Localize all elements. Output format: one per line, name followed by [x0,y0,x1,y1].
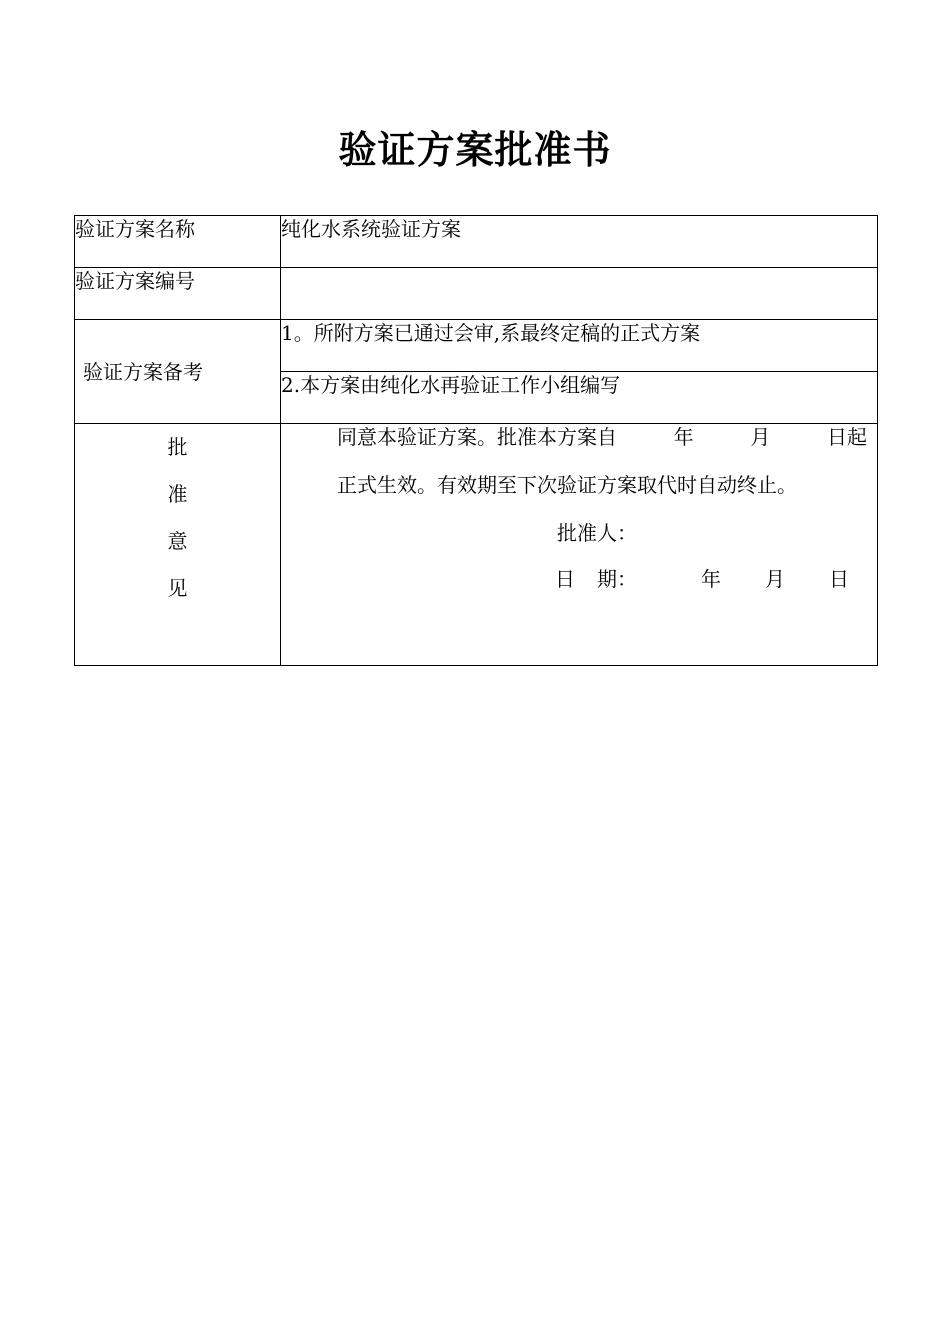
approval-form-table [74,215,878,666]
approval-label-char: 批 [167,435,188,459]
approval-date-line [555,566,849,592]
remark-item-1: 1。所附方案已通过会审,系最终定稿的正式方案 [281,320,878,372]
approval-statement-line-2: 正式生效。有效期至下次验证方案取代时自动终止。 [337,473,797,497]
plan-remarks-label: 验证方案备考 [75,320,281,424]
approval-label-char: 见 [167,576,188,600]
table-row-number [75,268,878,320]
date-day-label: 日 [829,567,849,591]
effective-year-label: 年 [673,425,694,449]
table-row-approval [75,424,878,666]
approver-label: 批准人： [557,521,637,545]
plan-number-label: 验证方案编号 [75,268,281,320]
date-month-label: 月 [765,567,785,591]
effective-day-label: 日起 [826,425,867,449]
date-year-label: 年 [701,567,721,591]
approval-opinion-cell [281,424,878,666]
date-label-part-2: 期： [597,567,637,591]
plan-name-value: 纯化水系统验证方案 [281,216,878,268]
approval-label-char: 准 [167,482,188,506]
remark-item-2: 2.本方案由纯化水再验证工作小组编写 [281,372,878,424]
date-label-part-1: 日 [555,567,575,591]
approval-label-char: 意 [167,529,188,553]
approval-statement-text: 同意本验证方案。批准本方案自 [337,425,617,449]
effective-month-label: 月 [750,425,771,449]
plan-name-label: 验证方案名称 [75,216,281,268]
page-title: 验证方案批准书 [338,128,612,172]
table-row-remarks-1 [75,320,878,372]
approval-opinion-label [75,424,281,666]
plan-number-value [281,268,878,320]
approval-statement-line-1 [337,424,867,450]
table-row-name [75,216,878,268]
